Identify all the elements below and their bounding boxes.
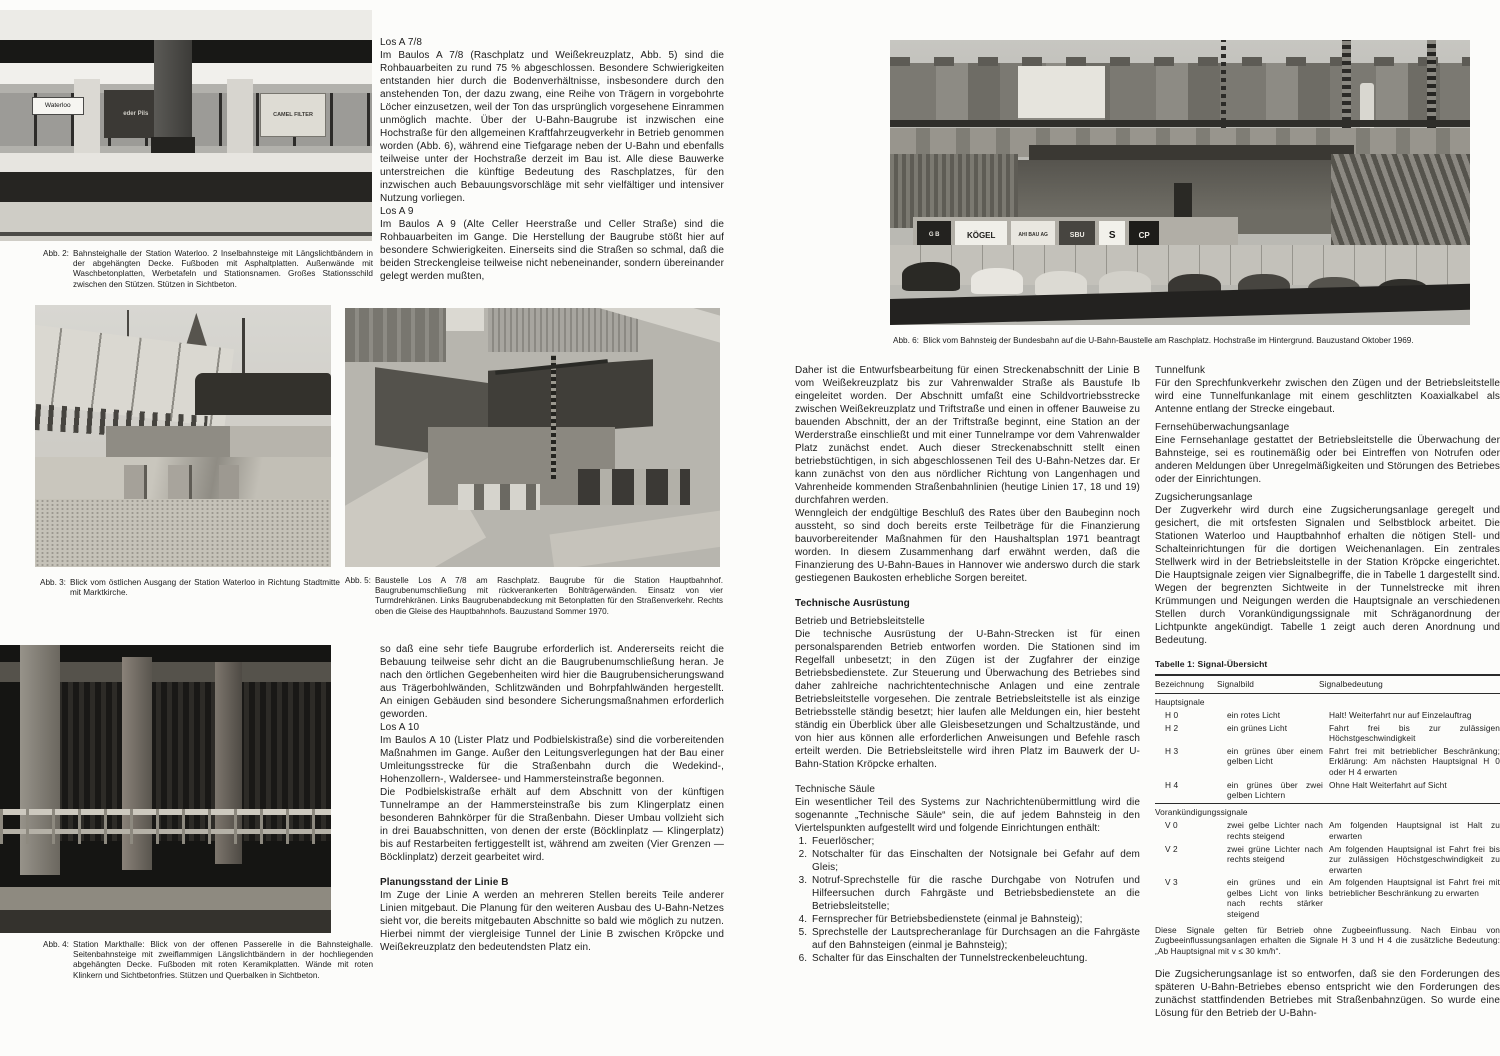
caption-text: Bahnsteighalle der Station Waterloo. 2 Inselbahnsteige mit Längslichtbändern in der abgehängten Decke. Fußboden mit Asphaltplatten. Außenwände mit Waschbetonplatten, Werbetafeln und Stationsnamen. Großes Stationsschild zwischen den Stützen. Stützen in Sichtbeton. bbox=[73, 249, 373, 289]
photo-region bbox=[74, 79, 100, 158]
list-item: 4. Fernsprecher für Betriebsbedienstete (einmal je Bahnsteig); bbox=[810, 913, 1140, 926]
list-item: 1. Feuerlöscher; bbox=[810, 835, 1140, 848]
photo-aerial-raschplatz bbox=[345, 308, 720, 567]
photo-car bbox=[902, 262, 960, 291]
signal-bedeutung: Am folgenden Hauptsignal ist Halt zu erwarten bbox=[1329, 820, 1500, 841]
sign-ahi-bau: AHI BAU AG bbox=[1011, 221, 1055, 249]
sign-s: S bbox=[1099, 221, 1125, 249]
photo-trucks bbox=[578, 469, 691, 505]
column-header: Signalbedeutung bbox=[1319, 679, 1383, 690]
paragraph: Ein wesentlicher Teil des Systems zur Nachrichtenübermittlung wird die sogenannte „Technische Säule“ sein, die auf jedem Bahnsteig in den Viertelspunkten aufgestellt wird und folgende Einrichtungen enthält: bbox=[795, 797, 1140, 834]
caption-text: Station Markthalle: Blick von der offenen Passerelle in die Bahnsteighalle. Seitenbahnsteige mit zweiflammigen Längslichtbändern in der hochliegenden abgehängten Decke. Fußboden mit roten Keramikplatten. Wände mit roten Klinkern und Sichtbetonfries. Stützen und Querbalken in Sichtbeton. bbox=[73, 940, 373, 980]
signal-id: H 4 bbox=[1165, 779, 1179, 790]
photo-road-bottom bbox=[550, 506, 720, 567]
caption-abb3 bbox=[40, 578, 340, 598]
caption-label: Abb. 5: bbox=[345, 576, 371, 585]
photo-crane-mast bbox=[551, 355, 556, 479]
column-header: Signalbild bbox=[1217, 679, 1254, 690]
photo-station-markthalle bbox=[0, 645, 331, 933]
sign-sbu: SBU bbox=[1059, 221, 1095, 249]
photo-tree-mass bbox=[195, 373, 331, 415]
photo-sheds bbox=[458, 484, 541, 510]
signal-id: V 2 bbox=[1165, 843, 1178, 854]
table-row bbox=[1155, 877, 1500, 919]
table-row bbox=[1155, 820, 1500, 841]
caption-label: Abb. 6: bbox=[893, 336, 919, 345]
signal-bedeutung: Halt! Weiterfahrt nur auf Einzelauftrag bbox=[1329, 709, 1472, 720]
photo-region bbox=[0, 232, 372, 237]
signal-bild: ein grünes über einem gelben Licht bbox=[1227, 745, 1323, 767]
photo-railing-posts bbox=[0, 809, 331, 844]
caption-abb4 bbox=[43, 940, 373, 981]
photo-region bbox=[0, 172, 372, 202]
photo-region bbox=[0, 10, 372, 40]
subheading-tunnelfunk: Tunnelfunk bbox=[1155, 365, 1206, 376]
article-column-right-2 bbox=[1155, 364, 1500, 1020]
table-group-hauptsignale: Hauptsignale bbox=[1155, 696, 1205, 707]
table-footnote: Diese Signale gelten für Betrieb ohne Zugbeeinflussung. Nach Einbau von Zugbeeinflussungsanlagen erhalten die Signale H 3 und H 4 die zusätzliche Bedeutung: „Ab Hauptsignal mit v ≤ 30 km/h“. bbox=[1155, 925, 1500, 956]
signal-bild: ein rotes Licht bbox=[1227, 709, 1281, 720]
signal-table bbox=[1155, 659, 1500, 956]
signal-bild: ein grünes über zwei gelben Lichtern bbox=[1227, 779, 1323, 801]
caption-label: Abb. 2: bbox=[43, 249, 69, 258]
subheading-technische-saeule: Technische Säule bbox=[795, 784, 875, 795]
technische-saeule-list bbox=[795, 835, 1140, 965]
signal-id: H 2 bbox=[1165, 722, 1179, 733]
signal-bild: ein grünes Licht bbox=[1227, 722, 1288, 733]
photo-region bbox=[227, 79, 253, 158]
caption-abb2 bbox=[43, 249, 373, 290]
photo-station-waterloo bbox=[0, 10, 372, 241]
table-rule bbox=[1155, 803, 1500, 804]
poster-pils: eder Pils bbox=[104, 90, 167, 139]
caption-abb5 bbox=[345, 576, 723, 617]
photo-floor-dark bbox=[0, 910, 331, 933]
signal-id: V 0 bbox=[1165, 820, 1178, 831]
table-row bbox=[1155, 780, 1500, 801]
table-row bbox=[1155, 746, 1500, 777]
table-group-vorankuendigung: Vorankündigungssignale bbox=[1155, 807, 1248, 818]
paragraph: Im Zuge der Linie A werden an mehreren Stellen bereits Teile anderer Linien mitgebaut. Die Planung für den weiteren Ausbau des U-Bahn-Netzes sieht vor, die bereits mitgebauten Abschnitte so bald wie möglich zu nutzen. Hierbei nimmt der viergleisige Tunnel der Linie B zwischen Kröpcke und Weißekreuzplatz den bedeutendsten Platz ein. bbox=[380, 890, 724, 953]
subheading-zugsicherung: Zugsicherungsanlage bbox=[1155, 492, 1253, 503]
signal-id: H 0 bbox=[1165, 709, 1179, 720]
photo-bridge-deck bbox=[1029, 145, 1354, 159]
table-rule bbox=[1155, 693, 1500, 694]
photo-building-white bbox=[446, 308, 484, 331]
article-column-right-1 bbox=[795, 364, 1140, 965]
station-sign-waterloo: Waterloo bbox=[32, 97, 84, 115]
photo-hochstrasse bbox=[890, 120, 1470, 127]
photo-roofline bbox=[890, 57, 1470, 66]
list-item: 5. Sprechstelle der Lautsprecheranlage für Durchsagen an die Fahrgäste auf den Bahnsteigen (einmal je Bahnsteig); bbox=[810, 926, 1140, 952]
paragraph: Für den Sprechfunkverkehr zwischen den Zügen und der Betriebsleitstelle wird eine Tunnelfunkanlage mit einem geschlitzten Koaxialkabel als Antenne entlang der Strecke eingebaut. bbox=[1155, 378, 1500, 415]
sign-gb: G B bbox=[917, 221, 951, 249]
sign-cp: CP bbox=[1129, 221, 1159, 249]
sign-koegel: KÖGEL bbox=[955, 221, 1007, 249]
heading-technische-ausruestung: Technische Ausrüstung bbox=[795, 598, 910, 609]
paragraph: Daher ist die Entwurfsbearbeitung für einen Streckenabschnitt der Linie B vom Weißekreuzplatz bis zur Vahrenwalder Straße als Baustufe Ib eingeleitet worden. Der Abschnitt umfaßt eine Schildvortriebsstrecke zwischen Weißekreuzplatz und Triftstraße und einen in offener Bauweise zu bauenden Abschnitt, der an der Triftstraße beginnt, eine Station an der Werderstraße einschließt und mit einer Tunnelrampe vor dem Vahrenwalder Platz zunächst endet. Auch dieser Streckenabschnitt stellt einen betriebstüchtigen, in sich abgeschlossenen Teil des U-Bahn-Netzes dar. Er kann zunächst von den aus nördlicher Richtung von Langenhagen und Vahrenheide kommenden Straßenbahnlinien (heutige Linien 17, 18 und 19) durchfahren werden. bbox=[795, 365, 1140, 506]
signal-id: H 3 bbox=[1165, 745, 1179, 756]
subheading-betrieb: Betrieb und Betriebsleitstelle bbox=[795, 616, 925, 627]
table-rule bbox=[1155, 674, 1500, 676]
paragraph: Im Baulos A 7/8 (Raschplatz und Weißekreuzplatz, Abb. 5) sind die Rohbauarbeiten zu rund 75 % abgeschlossen. Besondere Schwierigkeiten entstanden hier durch die Bodenverhältnisse, insbesondere durch den anstehenden Ton, der dazu zwang, eine Reihe von Trägern in vorgebohrte Löcher einzusetzen, weil der Ton das ursprünglich vorgesehene Einrammen unmöglich machte. Über der U-Bahn-Baugrube ist inzwischen eine Hochstraße für den allgemeinen Kraftfahrzeugverkehr in Betrieb genommen worden (Abb. 6), während eine Tiefgarage neben der U-Bahn und ebenfalls teilweise unter der Hochstraße derzeit im Bau ist. Alle diese Bauwerke unterstreichen die künftige Bedeutung des Raschplatzes, für den inzwischen auch Bebauungsvorschläge mit sehr vielfältiger und intensiver Nutzung vorliegen. bbox=[380, 50, 724, 204]
signal-bild: zwei gelbe Lichter nach rechts steigend bbox=[1227, 820, 1323, 841]
paragraph: Die technische Ausrüstung der U-Bahn-Strecken ist für einen personalsparenden Betrieb entworfen worden. Die Stationen sind im Regelfall unbesetzt; in den Zügen ist der Zugfahrer der einzige Betriebsbedienstete. Zur Steuerung und Überwachung des Betriebes sind daher zahlreiche nachrichtentechnische Anlagen und eine zentrale Betriebsleitstelle vorgesehen. Die zentrale Betriebsleitstelle ist als einzige Betriebsstelle ständig besetzt; hier laufen alle Meldungen ein, hier besteht ständig ein Überblick über alle Gleisbesetzungen und Schaltzustände, und von hier aus können alle erforderlichen Anweisungen und Befehle rasch erteilt werden. Die Betriebsleitstelle wird ihren Platz im Bauwerk der U-Bahn-Station Kröpcke erhalten. bbox=[795, 629, 1140, 770]
signal-bild: ein grünes und ein gelbes Licht von links nach rechts stärker steigend bbox=[1227, 877, 1323, 919]
table-header-row bbox=[1155, 679, 1500, 689]
table-row bbox=[1155, 844, 1500, 875]
signal-bild: zwei grüne Lichter nach rechts steigend bbox=[1227, 843, 1323, 865]
table-row bbox=[1155, 710, 1500, 720]
photo-baustelle-raschplatz bbox=[890, 40, 1470, 325]
heading-planungsstand-linie-b: Planungsstand der Linie B bbox=[380, 877, 509, 888]
photo-car bbox=[971, 268, 1023, 294]
photo-building-row bbox=[890, 63, 1470, 120]
photo-buildings bbox=[345, 308, 446, 362]
caption-text: Baustelle Los A 7/8 am Raschplatz. Baugrube für die Station Hauptbahnhof. Baugrubenumschließung mit rückverankerten Bohlträgerwänden. Einsatz von vier Turmdrehkränen. Links Baugrubenabdeckung mit Betonplatten für den Straßenverkehr. Rechts oben die Gleise des Hauptbahnhofs. Bauzustand Sommer 1970. bbox=[375, 576, 723, 616]
article-column-left-upper bbox=[380, 36, 724, 283]
paragraph: Die Podbielskistraße erhält auf dem Abschnitt von der künftigen Tunnelrampe an der Hammersteinstraße bis zum Klingerplatz einen besonderen Bahnkörper für die Straßenbahn. Dieser Umbau vollzieht sich in drei Bauabschnitten, von denen der erste (Böcklinplatz — Klingerplatz) bis auf Restarbeiten fertiggestellt ist, während am zweiten (Vier Grenzen — Böcklinplatz) derzeit gearbeitet wird. bbox=[380, 787, 724, 863]
signal-bedeutung: Fahrt frei mit betrieblicher Beschränkung; Erklärung: Am nächsten Hauptsignal H 0 oder H 4 erwarten bbox=[1329, 745, 1500, 777]
caption-abb6 bbox=[893, 336, 1471, 346]
table-title: Tabelle 1: Signal-Übersicht bbox=[1155, 659, 1268, 669]
column-header: Bezeichnung bbox=[1155, 679, 1205, 690]
signal-id: V 3 bbox=[1165, 877, 1178, 888]
signal-bedeutung: Fahrt frei bis zur zulässigen Höchstgeschwindigkeit bbox=[1329, 722, 1500, 744]
list-item: 3. Notruf-Sprechstelle für die rasche Durchgabe von Notrufen und Hilfeersuchen durch Fahrgäste und Betriebsbedienstete an die Betriebsleitstelle; bbox=[810, 874, 1140, 913]
caption-text: Blick vom Bahnsteig der Bundesbahn auf die U-Bahn-Baustelle am Raschplatz. Hochstraße im Hintergrund. Bauzustand Oktober 1969. bbox=[923, 336, 1414, 345]
article-column-left-lower bbox=[380, 643, 724, 954]
paragraph: Im Baulos A 9 (Alte Celler Heerstraße und Celler Straße) sind die Rohbauarbeiten im Gange. Die Herstellung der Baugrube stößt hier auf besondere Schwierigkeiten. Einerseits sind die Straßen so schmal, daß die beiden Streckengleise teilweise nicht nebeneinander, sondern übereinander gelegt werden mußten, bbox=[380, 219, 724, 282]
caption-text: Blick vom östlichen Ausgang der Station Waterloo in Richtung Stadtmitte mit Marktkirche. bbox=[70, 578, 340, 598]
photo-pit-right-wall bbox=[1331, 154, 1470, 251]
section-label: Los A 7/8 bbox=[380, 37, 423, 48]
signal-bedeutung: Am folgenden Hauptsignal ist Fahrt frei mit betrieblicher Beschränkung zu erwarten bbox=[1329, 877, 1500, 898]
list-item: 2. Notschalter für das Einschalten der Notsignale bei Gefahr auf dem Gleis; bbox=[810, 848, 1140, 874]
paragraph: Die Zugsicherungsanlage ist so entworfen, daß sie den Forderungen des späteren U-Bahn-Betriebes ebenso entspricht wie den Forderungen des zunächst stattfindenden Betriebes mit Straßenbahnzügen. So wurde eine Lösung für den Betrieb der U-Bahn- bbox=[1155, 969, 1500, 1020]
paragraph: Eine Fernsehanlage gestattet der Betriebsleitstelle die Überwachung der Bahnsteige, sei es routinemäßig oder bei Eintreffen von Notrufen oder anderen Meldungen über Unregelmäßigkeiten und Störungen des Betriebes oder der Einrichtungen. bbox=[1155, 435, 1500, 485]
paragraph: Wenngleich der endgültige Beschluß des Rates über den Baubeginn noch aussteht, so sind doch bereits erste Teilbeträge für die Finanzierung bauvorbereitender Maßnahmen für den Haushaltsplan 1971 beantragt worden. In diesem Zusammenhang darf erwähnt werden, daß die Finanzierung des U-Bahn-Baues in Hannover wie anderswo durch die stark gestiegenen Baukosten erhebliche Sorgen bereitet. bbox=[795, 508, 1140, 584]
signal-bedeutung: Am folgenden Hauptsignal ist Fahrt frei bis zur zulässigen Höchstgeschwindigkeit zu erwarten bbox=[1329, 843, 1500, 875]
section-label: Los A 10 bbox=[380, 722, 420, 733]
caption-label: Abb. 4: bbox=[43, 940, 69, 949]
subheading-fernsehueberwachung: Fernsehüberwachungsanlage bbox=[1155, 422, 1290, 433]
paragraph: so daß eine sehr tiefe Baugrube erforderlich ist. Andererseits reicht die Bebauung teilweise sehr dicht an die Baugrubenumschließung heran. Je nach den örtlichen Gegebenheiten wird hier die Baugrubensicherungswand aus Trägerbohlwänden, Schlitzwänden und Bohrpfahlwänden hergestellt. An einigen Gebäuden sind besondere Sicherungsmaßnahmen erforderlich geworden. bbox=[380, 644, 724, 720]
photo-region bbox=[0, 153, 372, 171]
photo-car bbox=[1035, 271, 1087, 297]
signal-bedeutung: Ohne Halt Weiterfahrt auf Sicht bbox=[1329, 779, 1447, 790]
caption-label: Abb. 3: bbox=[40, 578, 66, 587]
paragraph: Der Zugverkehr wird durch eine Zugsicherungsanlage geregelt und gesichert, die mit ortsfesten Signalen und Selbstblock arbeitet. Die Stationen Waterloo und Hauptbahnhof erhalten die nötigen Stell- und Schalteinrichtungen für die dortigen Weichenanlagen. Ein zentrales Stellwerk wird in der Betriebsleitstelle in der Station Kröpcke eingerichtet. Die Hauptsignale zeigen vier Signalbegriffe, die in Tabelle 1 dargestellt sind. Wegen der begrenzten Sichtweite in der Tunnelstrecke mit ihren Krümmungen und Neigungen werden die Hauptsignale an verschiedenen Stellen durch Vorankündigungssignale mit Schräganordnung der Lichtpunkte angekündigt. Tabelle 1 zeigt auch deren Anordnung und Bedeutung. bbox=[1155, 505, 1500, 646]
paragraph: Im Baulos A 10 (Lister Platz und Podbielskistraße) sind die vorbereitenden Maßnahmen im Gange. Außer den Leitungsverlegungen hat der Bau einer Umleitungsstrecke für die Straßenbahn durch die Wedekind-, Hohenzollern-, Waldersee- und Hammersteinstraße begonnen. bbox=[380, 735, 724, 785]
table-row bbox=[1155, 723, 1500, 744]
photo-floor-strip bbox=[0, 887, 331, 910]
photo-building-white bbox=[1018, 66, 1105, 120]
photo-parking bbox=[488, 308, 638, 352]
poster-camel-filter: CAMEL FILTER bbox=[260, 93, 325, 137]
photo-gravel bbox=[35, 499, 331, 567]
section-label: Los A 9 bbox=[380, 206, 414, 217]
list-item: 6. Schalter für das Einschalten der Tunnelstreckenbeleuchtung. bbox=[810, 952, 1140, 965]
photo-marktkirche-view bbox=[35, 305, 331, 567]
